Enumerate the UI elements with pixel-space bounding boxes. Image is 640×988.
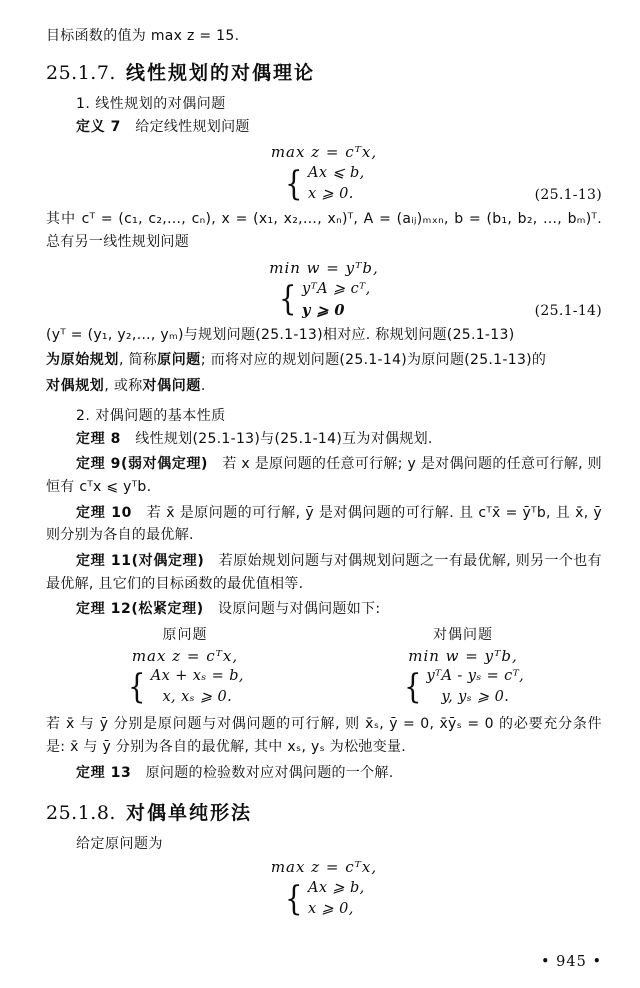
eq-25-1-14-row1: yᵀA ⩾ cᵀ, bbox=[302, 280, 371, 297]
brace-icon: { bbox=[128, 666, 146, 707]
section-title: 线性规划的对偶理论 bbox=[125, 61, 315, 84]
dual-correspondence-para-1: (yᵀ = (y₁, y₂,…, yₘ)与规划问题(25.1-13)相对应. 称规划问题(25.1-13) bbox=[46, 326, 515, 343]
dual-row1: yᵀA - yₛ = cᵀ, bbox=[426, 668, 525, 685]
dual-column-header: 对偶问题 bbox=[433, 627, 493, 644]
page-number: • 945 • bbox=[541, 954, 602, 970]
dual-correspondence-para-2: 为原始规划, 简称原问题; 而将对应的规划问题(25.1-14)为原问题(25.1-13)的 bbox=[46, 352, 547, 369]
section-heading-25-1-8 bbox=[46, 798, 602, 825]
section-2-title: 对偶单纯形法 bbox=[125, 802, 252, 825]
eq-25-1-13-system bbox=[46, 163, 602, 205]
eq-25-1-13-row2: x ⩾ 0. bbox=[307, 186, 354, 203]
subsection-2-label: 2. 对偶问题的基本性质 bbox=[76, 407, 226, 424]
eq-dual-simplex-row2: x ⩾ 0, bbox=[307, 901, 354, 918]
section-2-number: 25.1.8. bbox=[46, 802, 116, 825]
theorem-8-text: 线性规划(25.1-13)与(25.1-14)互为对偶规划. bbox=[135, 430, 433, 447]
definition-7-label: 定义 7 bbox=[76, 118, 122, 135]
eq-25-1-14-system bbox=[46, 279, 602, 321]
dual-row2: y, yₛ ⩾ 0. bbox=[441, 689, 510, 706]
dual-system bbox=[324, 666, 602, 708]
page-content bbox=[46, 22, 602, 922]
top-line: 目标函数的值为 max z = 15. bbox=[46, 28, 240, 44]
theorem-12 bbox=[46, 598, 602, 621]
primal-row2: x, xₛ ⩾ 0. bbox=[162, 689, 233, 706]
section-heading-25-1-7 bbox=[46, 58, 602, 85]
primal-column-header: 原问题 bbox=[162, 627, 208, 644]
theorem-10-text: 若 x̄ 是原问题的可行解, ȳ 是对偶问题的可行解. 且 cᵀx̄ = ȳᵀb, 且 x̄, ȳ 则分别为各自的最优解. bbox=[46, 504, 602, 544]
eq-25-1-13-objective: max z = cᵀx, bbox=[270, 143, 378, 162]
eq-25-1-14-row2: y ⩾ 0 bbox=[302, 301, 345, 319]
brace-icon: { bbox=[285, 878, 303, 919]
theorem-8-label: 定理 8 bbox=[76, 430, 122, 447]
brace-icon: { bbox=[403, 666, 422, 707]
theorem-10-label: 定理 10 bbox=[76, 504, 132, 521]
where-definitions: 其中 cᵀ = (c₁, c₂,…, cₙ), x = (x₁, x₂,…, xₙ)ᵀ, A = (aᵢⱼ)ₘₓₙ, b = (b₁, b₂, …, bₘ)ᵀ. 总有另一线性规划问题 bbox=[46, 211, 602, 251]
theorem-9-label: 定理 9(弱对偶定理) bbox=[76, 456, 209, 473]
eq-25-1-13-row1: Ax ⩽ b, bbox=[307, 165, 365, 182]
primal-system bbox=[46, 666, 324, 708]
section-number: 25.1.7. bbox=[46, 61, 116, 84]
primal-dual-comparison bbox=[46, 624, 602, 710]
brace-icon: { bbox=[285, 163, 303, 204]
definition-7 bbox=[46, 116, 602, 139]
definition-7-text: 给定线性规划问题 bbox=[135, 118, 250, 135]
section-2-lead: 给定原问题为 bbox=[76, 836, 163, 853]
dual-column bbox=[324, 624, 602, 710]
complementary-slackness-para: 若 x̄ 与 ȳ 分别是原问题与对偶问题的可行解, 则 x̄ₛ, ȳ = 0, x̄ȳₛ = 0 的必要充分条件是: x̄ 与 ȳ 分别为各自的最优解, 其中 xₛ, yₛ 为松弛变量. bbox=[46, 716, 602, 755]
theorem-11-label: 定理 11(对偶定理) bbox=[76, 553, 205, 570]
primal-column bbox=[46, 624, 324, 710]
theorem-9 bbox=[46, 453, 602, 498]
theorem-9-text: 若 x 是原问题的任意可行解; y 是对偶问题的任意可行解, 则恒有 cᵀx ⩽ yᵀb. bbox=[46, 456, 602, 496]
eq-25-1-14-number: (25.1-14) bbox=[534, 302, 602, 319]
brace-icon: { bbox=[279, 279, 297, 320]
theorem-12-label: 定理 12(松紧定理) bbox=[76, 601, 204, 618]
eq-dual-simplex-row1: Ax ⩾ b, bbox=[307, 880, 365, 897]
theorem-13-text: 原问题的检验数对应对偶问题的一个解. bbox=[145, 764, 394, 781]
theorem-12-text: 设原问题与对偶问题如下: bbox=[218, 601, 381, 618]
theorem-8 bbox=[46, 428, 602, 451]
eq-25-1-14-objective: min w = yᵀb, bbox=[269, 258, 379, 277]
dual-correspondence-para-3: 对偶规划, 或称对偶问题. bbox=[46, 378, 206, 395]
dual-objective: min w = yᵀb, bbox=[408, 647, 518, 666]
eq-dual-simplex-system bbox=[46, 878, 602, 920]
theorem-10 bbox=[46, 502, 602, 547]
subsection-1-label: 1. 线性规划的对偶问题 bbox=[76, 95, 226, 112]
primal-row1: Ax + xₛ = b, bbox=[150, 668, 244, 685]
eq-dual-simplex-objective: max z = cᵀx, bbox=[270, 858, 378, 877]
primal-objective: max z = cᵀx, bbox=[131, 647, 239, 666]
theorem-13 bbox=[46, 762, 602, 785]
theorem-11-text: 若原始规划问题与对偶规划问题之一有最优解, 则另一个也有最优解, 且它们的目标函数的最优值相等. bbox=[46, 553, 602, 592]
eq-25-1-13-number: (25.1-13) bbox=[534, 187, 602, 204]
theorem-11 bbox=[46, 550, 602, 595]
theorem-13-label: 定理 13 bbox=[76, 764, 132, 781]
